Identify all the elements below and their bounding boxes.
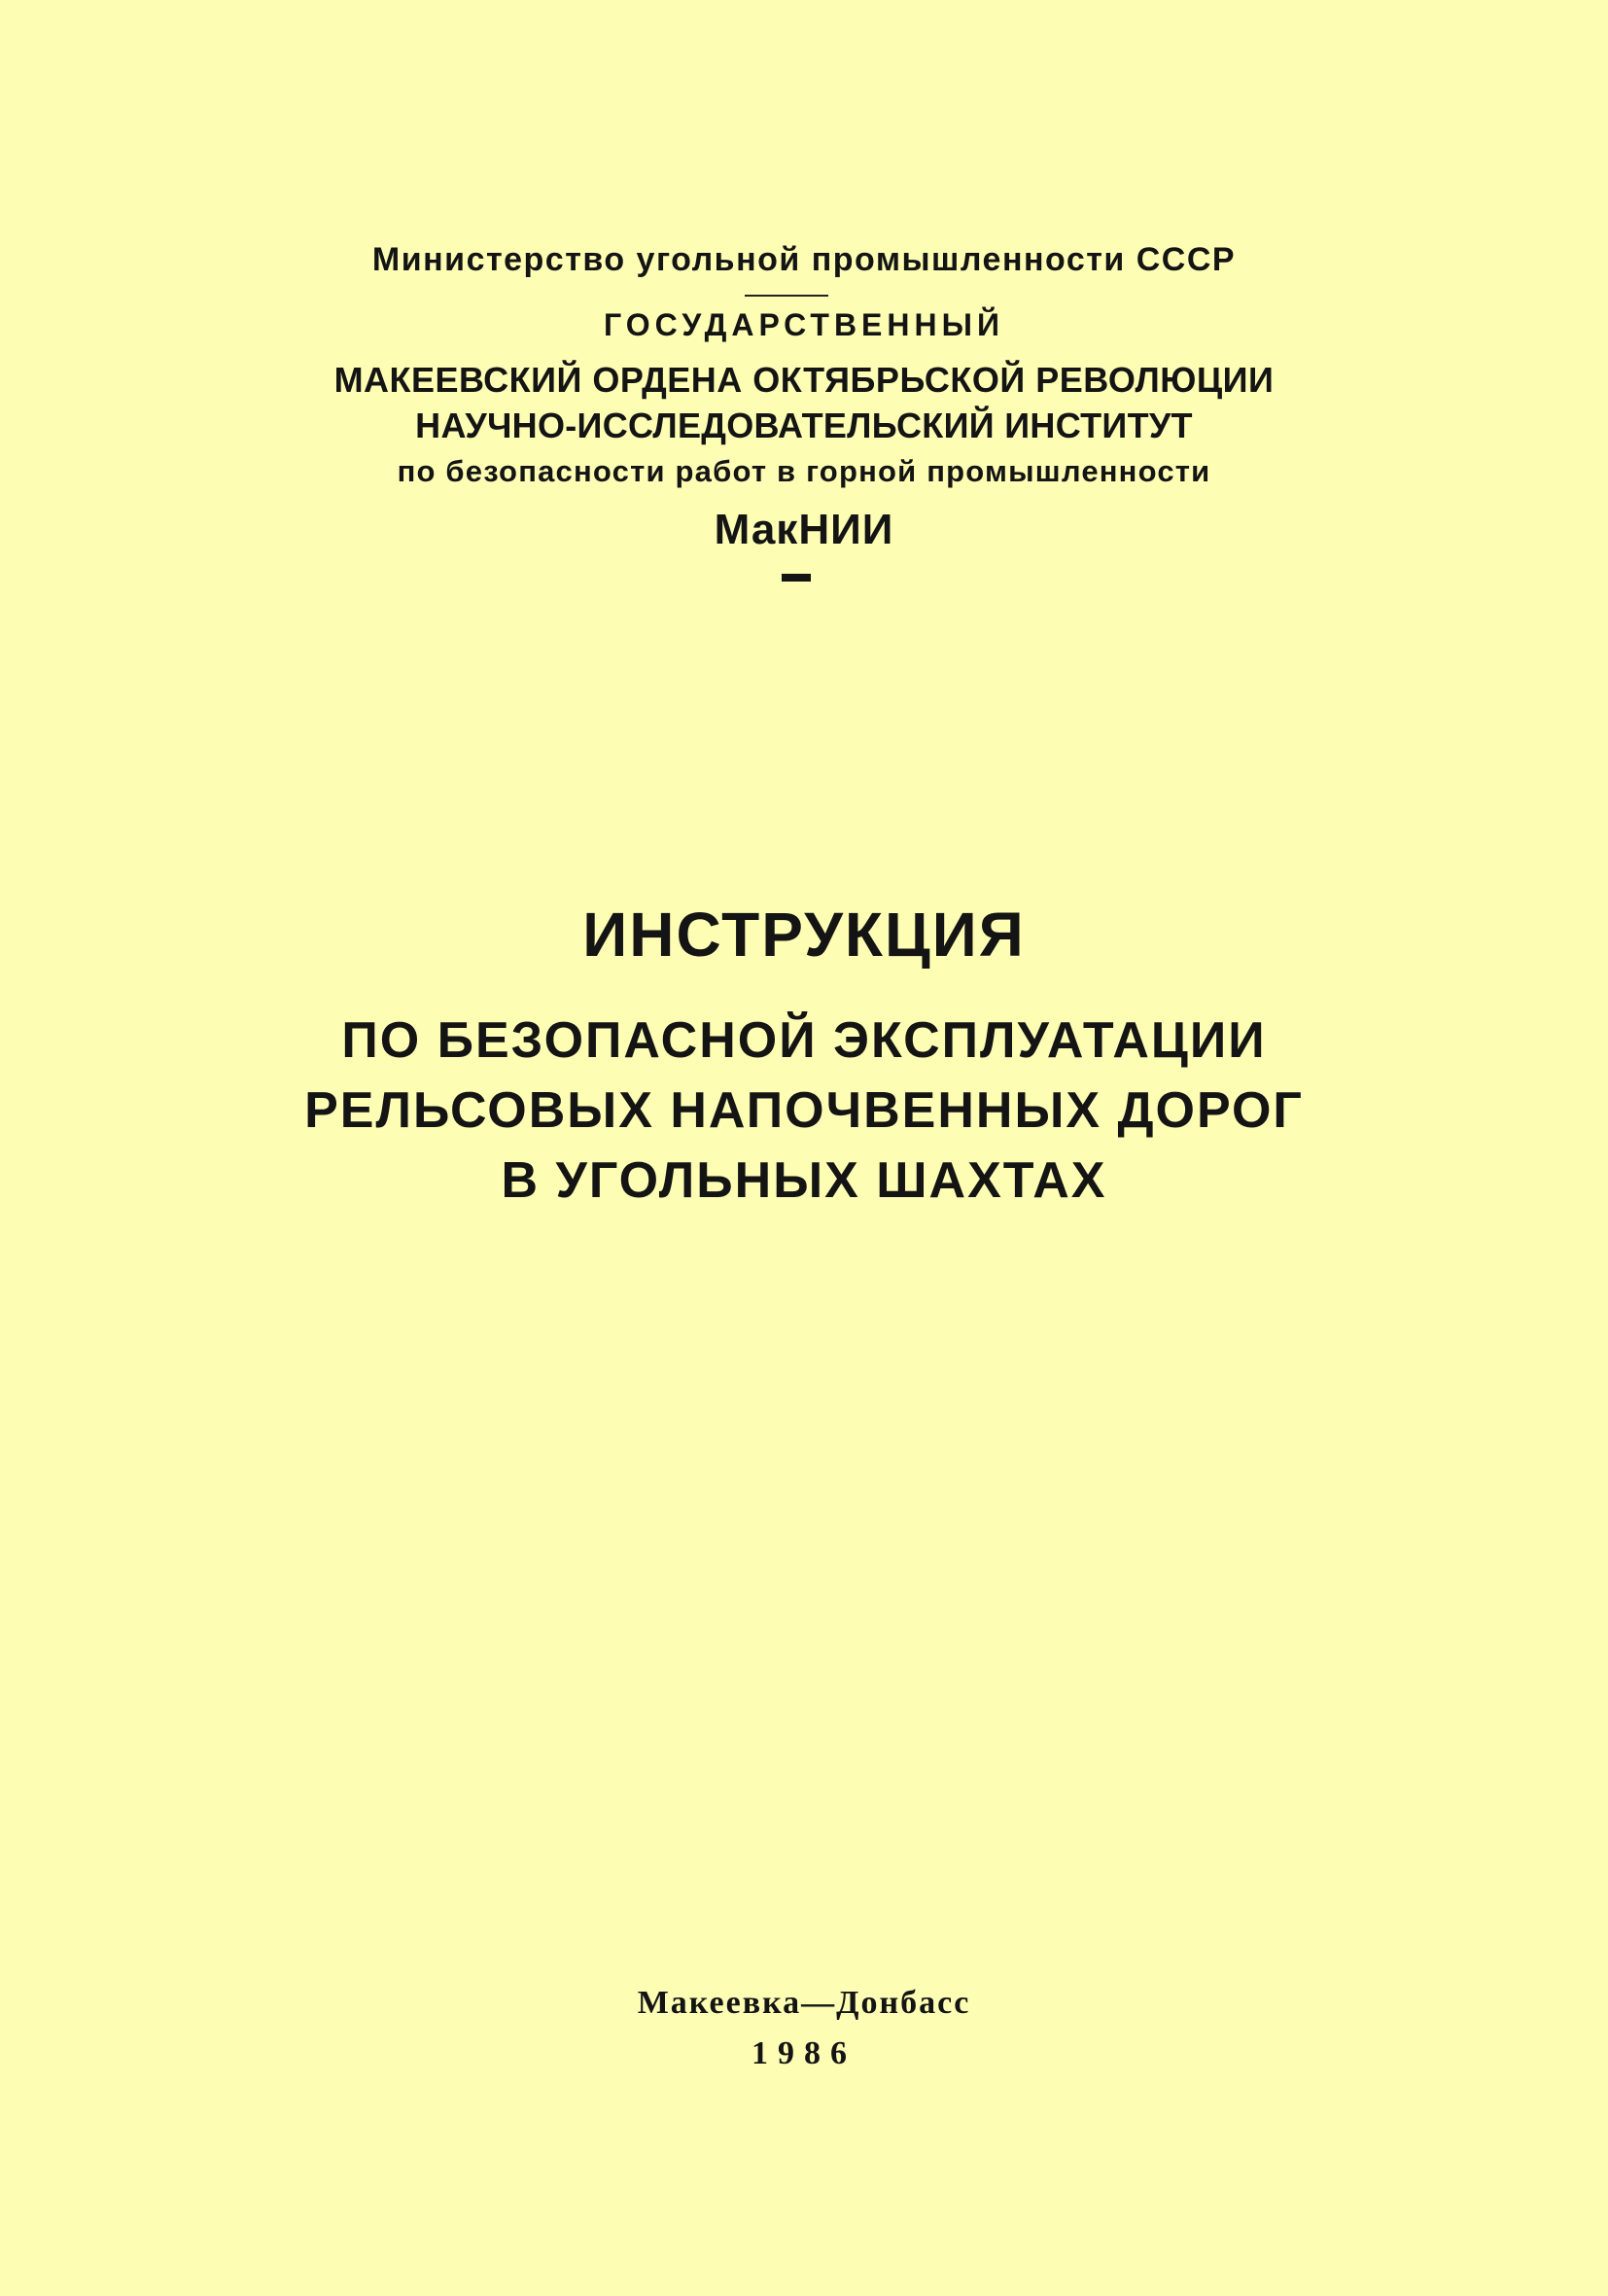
document-title-line-2: РЕЛЬСОВЫХ НАПОЧВЕННЫХ ДОРОГ (304, 1082, 1304, 1139)
ministry-name: Министерство угольной промышленности СССР (371, 241, 1237, 278)
document-title-line-3: В УГОЛЬНЫХ ШАХТАХ (501, 1152, 1107, 1209)
institute-line-3: НАУЧНО-ИССЛЕДОВАТЕЛЬСКИЙ ИНСТИТУТ (415, 406, 1193, 445)
institute-abbreviation: МакНИИ (714, 506, 894, 553)
short-divider (745, 295, 828, 297)
publication-year: 1986 (752, 2035, 856, 2071)
institute-line-4: по безопасности работ в горной промышленности (397, 454, 1211, 488)
institute-line-2: МАКЕЕВСКИЙ ОРДЕНА ОКТЯБРЬСКОЙ РЕВОЛЮЦИИ (333, 360, 1275, 400)
document-title-line-1: ПО БЕЗОПАСНОЙ ЭКСПЛУАТАЦИИ (341, 1012, 1267, 1069)
institute-line-1: ГОСУДАРСТВЕННЫЙ (604, 307, 1004, 342)
document-type: ИНСТРУКЦИЯ (582, 900, 1026, 970)
publication-place: Макеевка—Донбасс (637, 1985, 971, 2021)
dash-divider (782, 574, 811, 582)
